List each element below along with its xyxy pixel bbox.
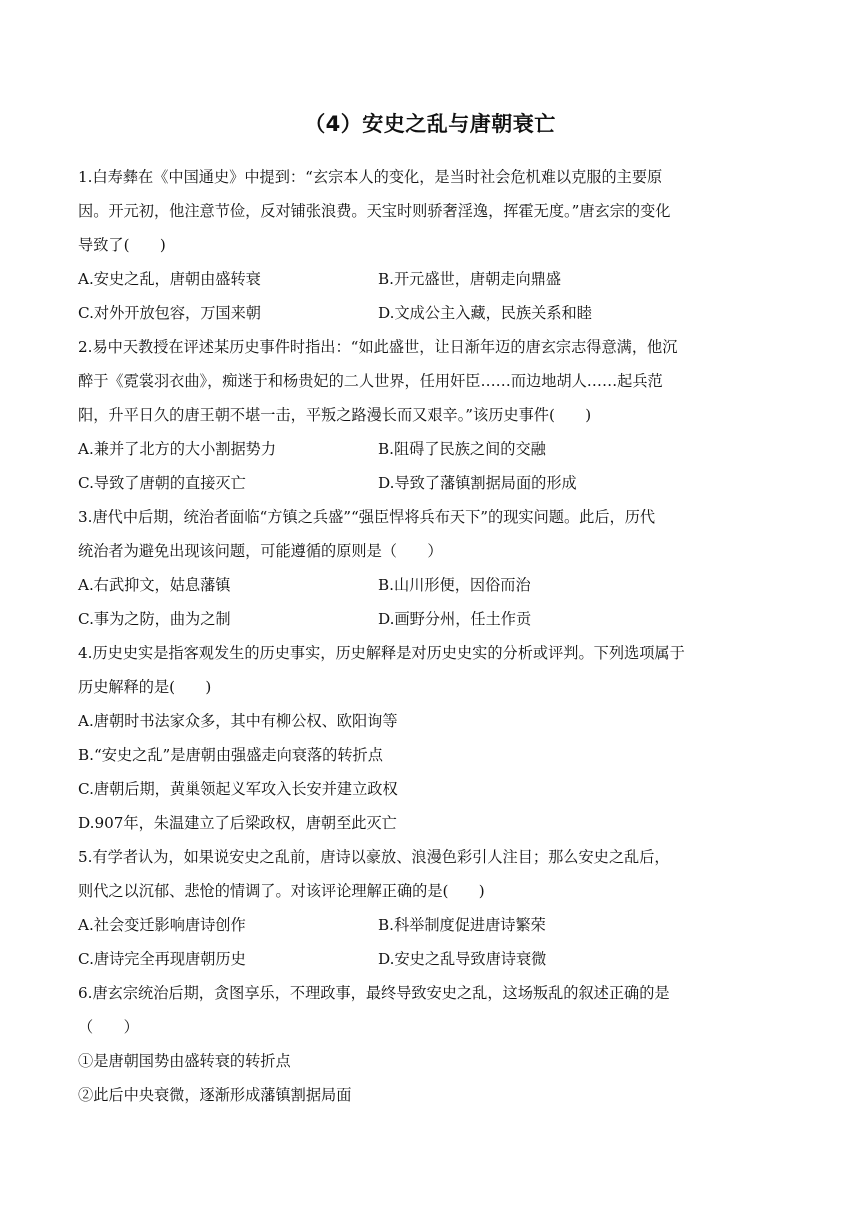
option-row — [78, 568, 790, 602]
option-b: B.科举制度促进唐诗繁荣 — [378, 916, 546, 934]
question-1 — [78, 160, 790, 330]
question-2 — [78, 330, 790, 500]
option-row — [78, 432, 790, 466]
option-d: D.导致了藩镇割据局面的形成 — [378, 474, 577, 492]
option-row — [78, 296, 790, 330]
option-c: C.导致了唐朝的直接灭亡 — [78, 474, 246, 492]
question-text-line: 则代之以沉郁、悲怆的情调了。对该评论理解正确的是( ) — [78, 882, 485, 900]
option-a: A.社会变迁影响唐诗创作 — [78, 916, 246, 934]
question-text-line: 4.历史史实是指客观发生的历史事实，历史解释是对历史史实的分析或评判。下列选项属于 — [78, 644, 685, 662]
option-b: B.“安史之乱”是唐朝由强盛走向衰落的转折点 — [78, 746, 383, 764]
question-text-line: 3.唐代中后期，统治者面临“方镇之兵盛”“强臣悍将兵布天下”的现实问题。此后，历代 — [78, 508, 656, 526]
option-d: D.安史之乱导致唐诗衰微 — [378, 950, 547, 968]
option-d: D.文成公主入藏，民族关系和睦 — [378, 304, 592, 322]
option-c: C.对外开放包容，万国来朝 — [78, 304, 261, 322]
option-a: A.右武抑文，姑息藩镇 — [78, 576, 231, 594]
option-row — [78, 262, 790, 296]
option-d: D.画野分州，任土作贡 — [378, 610, 532, 628]
question-text-line: 2.易中天教授在评述某历史事件时指出：“如此盛世，让日渐年迈的唐玄宗志得意满，他沉 — [78, 338, 678, 356]
question-text-line: 统治者为避免出现该问题，可能遵循的原则是（ ） — [78, 542, 443, 560]
option-c: C.唐诗完全再现唐朝历史 — [78, 950, 246, 968]
option-d: D.907年，朱温建立了后梁政权，唐朝至此灭亡 — [78, 814, 397, 832]
option-row — [78, 466, 790, 500]
question-list — [78, 160, 790, 1112]
option-b: B.开元盛世，唐朝走向鼎盛 — [378, 270, 562, 288]
option-a: A.唐朝时书法家众多，其中有柳公权、欧阳询等 — [78, 712, 398, 730]
option-c: C.事为之防，曲为之制 — [78, 610, 231, 628]
question-text-line: 1.白寿彝在《中国通史》中提到：“玄宗本人的变化，是当时社会危机难以克服的主要原 — [78, 168, 663, 186]
question-text-line: 醉于《霓裳羽衣曲》，痴迷于和杨贵妃的二人世界，任用奸臣……而边地胡人……起兵范 — [78, 372, 663, 390]
statement-2: ②此后中央衰微，逐渐形成藩镇割据局面 — [78, 1086, 352, 1104]
question-text-line: 6.唐玄宗统治后期，贪图享乐，不理政事，最终导致安史之乱，这场叛乱的叙述正确的是 — [78, 984, 670, 1002]
option-b: B.山川形便，因俗而治 — [378, 576, 531, 594]
option-a: A.兼并了北方的大小割据势力 — [78, 440, 277, 458]
question-text-line: 历史解释的是( ) — [78, 678, 212, 696]
option-c: C.唐朝后期，黄巢领起义军攻入长安并建立政权 — [78, 780, 398, 798]
question-text-line: 阳，升平日久的唐王朝不堪一击，平叛之路漫长而又艰辛。”该历史事件( ) — [78, 406, 592, 424]
option-row — [78, 908, 790, 942]
question-text-line: 导致了( ) — [78, 236, 166, 254]
question-3 — [78, 500, 790, 636]
question-5 — [78, 840, 790, 976]
question-4 — [78, 636, 790, 840]
option-a: A.安史之乱，唐朝由盛转衰 — [78, 270, 261, 288]
question-text-line: 因。开元初，他注意节俭，反对铺张浪费。天宝时则骄奢淫逸，挥霍无度。”唐玄宗的变化 — [78, 202, 671, 220]
question-6 — [78, 976, 790, 1112]
option-row — [78, 942, 790, 976]
option-row — [78, 602, 790, 636]
question-text-line: 5.有学者认为，如果说安史之乱前，唐诗以豪放、浪漫色彩引人注目；那么安史之乱后， — [78, 848, 670, 866]
page-title: （4）安史之乱与唐朝衰亡 — [304, 112, 556, 136]
option-b: B.阻碍了民族之间的交融 — [378, 440, 546, 458]
question-text-line: （ ） — [78, 1018, 139, 1036]
statement-1: ①是唐朝国势由盛转衰的转折点 — [78, 1052, 291, 1070]
